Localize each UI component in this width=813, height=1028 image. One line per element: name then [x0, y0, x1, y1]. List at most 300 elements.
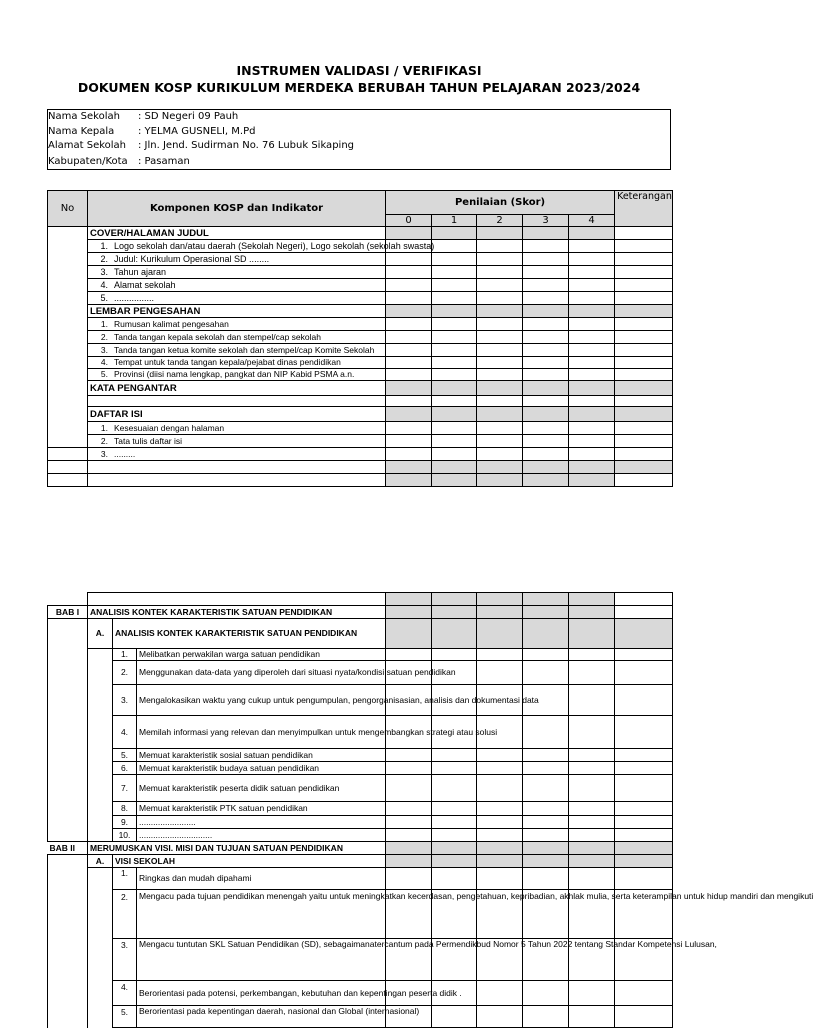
score-cell[interactable] [386, 619, 432, 649]
no-cell [48, 292, 88, 305]
score-cell[interactable] [386, 606, 432, 619]
info-value: : YELMA GUSNELI, M.Pd [138, 126, 256, 137]
score-cell[interactable] [386, 422, 432, 435]
indicator-text: Tanda tangan ketua komite sekolah dan stempel/cap Komite Sekolah [114, 344, 375, 355]
score-cell[interactable] [477, 749, 523, 762]
score-cell[interactable] [569, 305, 615, 318]
score-cell[interactable] [432, 227, 477, 240]
score-cell[interactable] [477, 357, 523, 369]
score-cell[interactable] [477, 369, 523, 381]
score-cell[interactable] [523, 716, 569, 749]
score-cell[interactable] [569, 461, 615, 474]
letter-cell [88, 685, 113, 716]
score-cell[interactable] [569, 829, 615, 842]
indicator-cell: 3. Tanda tangan ketua komite sekolah dan stempel/cap Komite Sekolah [88, 344, 386, 357]
score-cell[interactable] [477, 649, 523, 661]
score-cell[interactable] [569, 266, 615, 279]
score-header: 3 [523, 215, 569, 227]
score-cell[interactable] [569, 685, 615, 716]
no-cell [48, 649, 88, 661]
score-cell[interactable] [523, 396, 569, 407]
score-cell[interactable] [432, 369, 477, 381]
score-cell[interactable] [386, 396, 432, 407]
score-cell[interactable] [523, 649, 569, 661]
score-cell[interactable] [432, 279, 477, 292]
score-cell[interactable] [569, 775, 615, 802]
table-row [48, 331, 673, 344]
score-cell[interactable] [432, 855, 477, 868]
score-cell[interactable] [432, 331, 477, 344]
indicator-text: Tempat untuk tanda tangan kepala/pejabat dinas pendidikan [114, 357, 341, 367]
table-row [48, 279, 673, 292]
score-cell[interactable] [477, 435, 523, 448]
score-cell[interactable] [432, 816, 477, 829]
score-cell[interactable] [523, 240, 569, 253]
validation-table-front-matter [47, 190, 673, 487]
note-cell[interactable] [615, 593, 673, 606]
note-cell[interactable] [615, 381, 673, 396]
note-cell[interactable] [615, 842, 673, 855]
score-cell[interactable] [477, 816, 523, 829]
score-cell[interactable] [477, 344, 523, 357]
score-cell[interactable] [432, 749, 477, 762]
note-cell[interactable] [615, 357, 673, 369]
no-cell [48, 802, 88, 816]
score-cell[interactable] [477, 461, 523, 474]
score-cell[interactable] [523, 381, 569, 396]
score-cell[interactable] [569, 661, 615, 685]
score-cell[interactable] [477, 253, 523, 266]
score-header: 1 [432, 215, 477, 227]
section-row [48, 227, 673, 240]
table-row [48, 357, 673, 369]
score-cell[interactable] [386, 435, 432, 448]
score-cell[interactable] [432, 292, 477, 305]
table-row [48, 890, 673, 939]
note-cell[interactable] [615, 318, 673, 331]
score-cell[interactable] [386, 829, 432, 842]
note-cell[interactable] [615, 749, 673, 762]
score-cell[interactable] [523, 407, 569, 422]
note-cell[interactable] [615, 716, 673, 749]
score-cell[interactable] [477, 619, 523, 649]
note-cell[interactable] [615, 685, 673, 716]
score-cell[interactable] [523, 802, 569, 816]
chapter-row [48, 606, 673, 619]
score-cell[interactable] [386, 649, 432, 661]
score-cell[interactable] [569, 474, 615, 487]
note-cell[interactable] [615, 407, 673, 422]
score-cell[interactable] [386, 855, 432, 868]
table-row [48, 829, 673, 842]
score-cell[interactable] [386, 266, 432, 279]
item-number: 4. [113, 981, 137, 1006]
score-cell[interactable] [569, 716, 615, 749]
section-row [48, 407, 673, 422]
indicator-cell: 4. Alamat sekolah [88, 279, 386, 292]
indicator-text: Ringkas dan mudah dipahami [137, 868, 386, 890]
score-cell[interactable] [569, 855, 615, 868]
score-cell[interactable] [477, 266, 523, 279]
score-cell[interactable] [386, 357, 432, 369]
score-cell[interactable] [432, 868, 477, 890]
note-cell[interactable] [615, 649, 673, 661]
score-cell[interactable] [569, 868, 615, 890]
score-cell[interactable] [569, 802, 615, 816]
note-cell[interactable] [615, 279, 673, 292]
item-number: 1. [113, 868, 137, 890]
item-number: 5. [113, 1006, 137, 1028]
score-cell[interactable] [477, 331, 523, 344]
score-cell[interactable] [569, 240, 615, 253]
score-cell[interactable] [569, 381, 615, 396]
score-cell[interactable] [386, 279, 432, 292]
table-row [48, 775, 673, 802]
score-cell[interactable] [523, 448, 569, 461]
score-cell[interactable] [432, 344, 477, 357]
score-cell[interactable] [523, 305, 569, 318]
score-cell[interactable] [569, 649, 615, 661]
info-value: : Jln. Jend. Sudirman No. 76 Lubuk Sikaping [138, 140, 355, 151]
score-cell[interactable] [386, 762, 432, 775]
table-row [48, 266, 673, 279]
no-cell [48, 369, 88, 381]
score-cell[interactable] [477, 318, 523, 331]
score-cell[interactable] [523, 318, 569, 331]
letter-cell [88, 661, 113, 685]
score-cell[interactable] [386, 381, 432, 396]
note-cell[interactable] [615, 422, 673, 435]
score-cell[interactable] [477, 448, 523, 461]
score-cell[interactable] [523, 253, 569, 266]
score-cell[interactable] [523, 855, 569, 868]
score-cell[interactable] [569, 318, 615, 331]
score-cell[interactable] [477, 240, 523, 253]
score-cell[interactable] [523, 344, 569, 357]
score-cell[interactable] [432, 842, 477, 855]
note-cell[interactable] [615, 661, 673, 685]
score-cell[interactable] [569, 619, 615, 649]
score-cell[interactable] [477, 775, 523, 802]
score-cell[interactable] [523, 816, 569, 829]
note-cell[interactable] [615, 292, 673, 305]
score-cell[interactable] [386, 749, 432, 762]
score-cell[interactable] [523, 422, 569, 435]
score-cell[interactable] [477, 802, 523, 816]
indicator-text: Memuat karakteristik budaya satuan pendidikan [137, 762, 386, 775]
score-cell[interactable] [386, 842, 432, 855]
score-cell[interactable] [569, 816, 615, 829]
score-cell[interactable] [523, 762, 569, 775]
no-cell [48, 279, 88, 292]
score-cell[interactable] [386, 407, 432, 422]
table-row [48, 762, 673, 775]
no-cell [48, 344, 88, 357]
header-penilaian: Penilaian (Skor) [386, 191, 615, 215]
score-cell[interactable] [477, 305, 523, 318]
indicator-cell: 4. Tempat untuk tanda tangan kepala/pejabat dinas pendidikan [88, 357, 386, 369]
table-row [48, 593, 673, 606]
score-cell[interactable] [477, 842, 523, 855]
score-cell[interactable] [569, 749, 615, 762]
score-cell[interactable] [432, 1006, 477, 1028]
indicator-cell: 1. Rumusan kalimat pengesahan [88, 318, 386, 331]
no-cell [48, 461, 88, 474]
score-cell[interactable] [523, 868, 569, 890]
score-cell[interactable] [386, 816, 432, 829]
note-cell[interactable] [615, 1006, 673, 1028]
score-cell[interactable] [432, 318, 477, 331]
score-cell[interactable] [477, 227, 523, 240]
score-cell[interactable] [477, 868, 523, 890]
score-cell[interactable] [477, 279, 523, 292]
score-cell[interactable] [523, 227, 569, 240]
score-cell[interactable] [477, 396, 523, 407]
score-cell[interactable] [386, 344, 432, 357]
score-cell[interactable] [523, 661, 569, 685]
score-cell[interactable] [432, 619, 477, 649]
score-cell[interactable] [432, 606, 477, 619]
school-info-box [47, 109, 671, 170]
score-cell[interactable] [432, 396, 477, 407]
indicator-cell: 3. Tahun ajaran [88, 266, 386, 279]
no-cell [48, 981, 88, 1006]
score-cell[interactable] [432, 422, 477, 435]
score-cell[interactable] [432, 762, 477, 775]
chapter-row [48, 842, 673, 855]
no-cell [48, 619, 88, 649]
no-cell [48, 435, 88, 448]
indicator-text: Memuat karakteristik PTK satuan pendidikan [137, 802, 386, 816]
score-cell[interactable] [432, 461, 477, 474]
note-cell[interactable] [615, 331, 673, 344]
note-cell[interactable] [615, 606, 673, 619]
section-heading: KATA PENGANTAR [88, 381, 386, 396]
score-cell[interactable] [523, 775, 569, 802]
note-cell[interactable] [615, 227, 673, 240]
score-cell[interactable] [523, 331, 569, 344]
note-cell[interactable] [615, 775, 673, 802]
item-number: 7. [113, 775, 137, 802]
score-cell[interactable] [569, 435, 615, 448]
score-cell[interactable] [386, 369, 432, 381]
item-number: 9. [113, 816, 137, 829]
indicator-cell: 1. Logo sekolah dan/atau daerah (Sekolah Negeri), Logo sekolah (sekolah swasta) [88, 240, 386, 253]
score-cell[interactable] [569, 331, 615, 344]
score-cell[interactable] [569, 344, 615, 357]
score-cell[interactable] [569, 606, 615, 619]
score-cell[interactable] [477, 381, 523, 396]
score-cell[interactable] [477, 407, 523, 422]
indicator-text: ................ [114, 292, 155, 303]
score-cell[interactable] [523, 292, 569, 305]
score-cell[interactable] [386, 227, 432, 240]
score-cell[interactable] [386, 474, 432, 487]
score-cell[interactable] [569, 593, 615, 606]
score-cell[interactable] [477, 1006, 523, 1028]
score-cell[interactable] [523, 369, 569, 381]
note-cell[interactable] [615, 816, 673, 829]
score-cell[interactable] [477, 829, 523, 842]
score-cell[interactable] [569, 842, 615, 855]
score-cell[interactable] [477, 422, 523, 435]
score-cell[interactable] [386, 448, 432, 461]
score-cell[interactable] [477, 661, 523, 685]
note-cell[interactable] [615, 802, 673, 816]
note-cell[interactable] [615, 435, 673, 448]
score-cell[interactable] [477, 292, 523, 305]
note-cell[interactable] [615, 619, 673, 649]
score-cell[interactable] [386, 868, 432, 890]
note-cell[interactable] [615, 253, 673, 266]
score-cell[interactable] [432, 593, 477, 606]
score-cell[interactable] [432, 448, 477, 461]
no-cell [48, 240, 88, 253]
score-cell[interactable] [386, 775, 432, 802]
note-cell[interactable] [615, 762, 673, 775]
letter-cell [88, 829, 113, 842]
score-cell[interactable] [386, 318, 432, 331]
no-cell [48, 855, 88, 868]
score-cell[interactable] [523, 266, 569, 279]
score-cell[interactable] [523, 749, 569, 762]
table-row [48, 448, 673, 461]
indicator-cell: 5. Provinsi (diisi nama lengkap, pangkat dan NIP Kabid PSMA a.n. [88, 369, 386, 381]
score-cell[interactable] [523, 606, 569, 619]
score-cell[interactable] [477, 606, 523, 619]
score-cell[interactable] [386, 253, 432, 266]
score-cell[interactable] [477, 593, 523, 606]
score-cell[interactable] [477, 855, 523, 868]
table-row [48, 685, 673, 716]
indicator-cell [88, 593, 386, 606]
score-cell[interactable] [432, 253, 477, 266]
table-row [48, 240, 673, 253]
score-cell[interactable] [432, 829, 477, 842]
score-cell[interactable] [432, 775, 477, 802]
note-cell[interactable] [615, 868, 673, 890]
item-number: 8. [113, 802, 137, 816]
no-cell [48, 357, 88, 369]
score-cell[interactable] [386, 593, 432, 606]
note-cell[interactable] [615, 396, 673, 407]
score-cell[interactable] [432, 381, 477, 396]
indicator-text: Tanda tangan kepala sekolah dan stempel/cap sekolah [114, 331, 321, 342]
note-cell[interactable] [615, 266, 673, 279]
score-cell[interactable] [432, 407, 477, 422]
score-cell[interactable] [432, 802, 477, 816]
score-cell[interactable] [569, 357, 615, 369]
item-number: 5. [113, 749, 137, 762]
no-cell [48, 890, 88, 939]
score-cell[interactable] [569, 227, 615, 240]
score-cell[interactable] [386, 802, 432, 816]
score-cell[interactable] [432, 435, 477, 448]
score-cell[interactable] [386, 331, 432, 344]
note-cell[interactable] [615, 474, 673, 487]
note-cell[interactable] [615, 344, 673, 357]
score-cell[interactable] [523, 829, 569, 842]
no-cell [48, 749, 88, 762]
no-cell [48, 868, 88, 890]
note-cell[interactable] [615, 981, 673, 1006]
note-cell[interactable] [615, 461, 673, 474]
score-cell[interactable] [386, 292, 432, 305]
score-cell[interactable] [477, 981, 523, 1006]
note-cell[interactable] [615, 369, 673, 381]
score-cell[interactable] [569, 253, 615, 266]
score-cell[interactable] [569, 981, 615, 1006]
score-cell[interactable] [569, 279, 615, 292]
item-number: 10. [113, 829, 137, 842]
score-cell[interactable] [523, 357, 569, 369]
score-cell[interactable] [477, 762, 523, 775]
indicator-text: Mengalokasikan waktu yang cukup untuk pengumpulan, pengorganisasian, analisis dan dokumentasi data [137, 685, 386, 716]
no-cell [48, 939, 88, 981]
score-cell[interactable] [523, 593, 569, 606]
note-cell[interactable] [615, 240, 673, 253]
indicator-cell: 5. ................ [88, 292, 386, 305]
score-cell[interactable] [569, 448, 615, 461]
score-cell[interactable] [569, 762, 615, 775]
score-cell[interactable] [432, 266, 477, 279]
no-cell [48, 422, 88, 435]
no-cell [48, 829, 88, 842]
score-cell[interactable] [386, 305, 432, 318]
no-cell [48, 1006, 88, 1028]
letter-cell [88, 716, 113, 749]
score-cell[interactable] [432, 240, 477, 253]
letter-cell [88, 868, 113, 890]
indicator-text: Mengacu tuntutan SKL Satuan Pendidikan (SD), sebagaimanatercantum pada Permendikbud Nomor 5 Tahun 2022 tentang Standar Kompetensi Lulusan, [137, 939, 386, 981]
score-cell[interactable] [477, 474, 523, 487]
score-cell[interactable] [569, 369, 615, 381]
score-cell[interactable] [569, 422, 615, 435]
note-cell[interactable] [615, 829, 673, 842]
no-cell [48, 716, 88, 749]
score-cell[interactable] [523, 474, 569, 487]
score-cell[interactable] [386, 461, 432, 474]
no-cell [48, 593, 88, 606]
note-cell[interactable] [615, 448, 673, 461]
indicator-text: Provinsi (diisi nama lengkap, pangkat dan NIP Kabid PSMA a.n. [114, 369, 355, 379]
table-row [48, 816, 673, 829]
score-cell[interactable] [523, 619, 569, 649]
score-cell[interactable] [569, 407, 615, 422]
note-cell[interactable] [615, 305, 673, 318]
score-cell[interactable] [432, 305, 477, 318]
item-number: 1. [113, 649, 137, 661]
score-cell[interactable] [432, 649, 477, 661]
score-cell[interactable] [523, 981, 569, 1006]
note-cell[interactable] [615, 855, 673, 868]
score-cell[interactable] [569, 1006, 615, 1028]
section-title: ANALISIS KONTEK KARAKTERISTIK SATUAN PENDIDIKAN [113, 619, 386, 649]
score-cell[interactable] [523, 842, 569, 855]
score-cell[interactable] [523, 435, 569, 448]
score-cell[interactable] [569, 292, 615, 305]
score-cell[interactable] [523, 279, 569, 292]
indicator-cell [88, 461, 386, 474]
score-cell[interactable] [432, 357, 477, 369]
score-cell[interactable] [432, 474, 477, 487]
score-cell[interactable] [523, 461, 569, 474]
document-subtitle: DOKUMEN KOSP KURIKULUM MERDEKA BERUBAH TAHUN PELAJARAN 2023/2024 [77, 80, 641, 95]
score-cell[interactable] [523, 1006, 569, 1028]
no-cell [48, 661, 88, 685]
score-cell[interactable] [569, 396, 615, 407]
indicator-text: Logo sekolah dan/atau daerah (Sekolah Negeri), Logo sekolah (sekolah swasta) [114, 240, 435, 251]
